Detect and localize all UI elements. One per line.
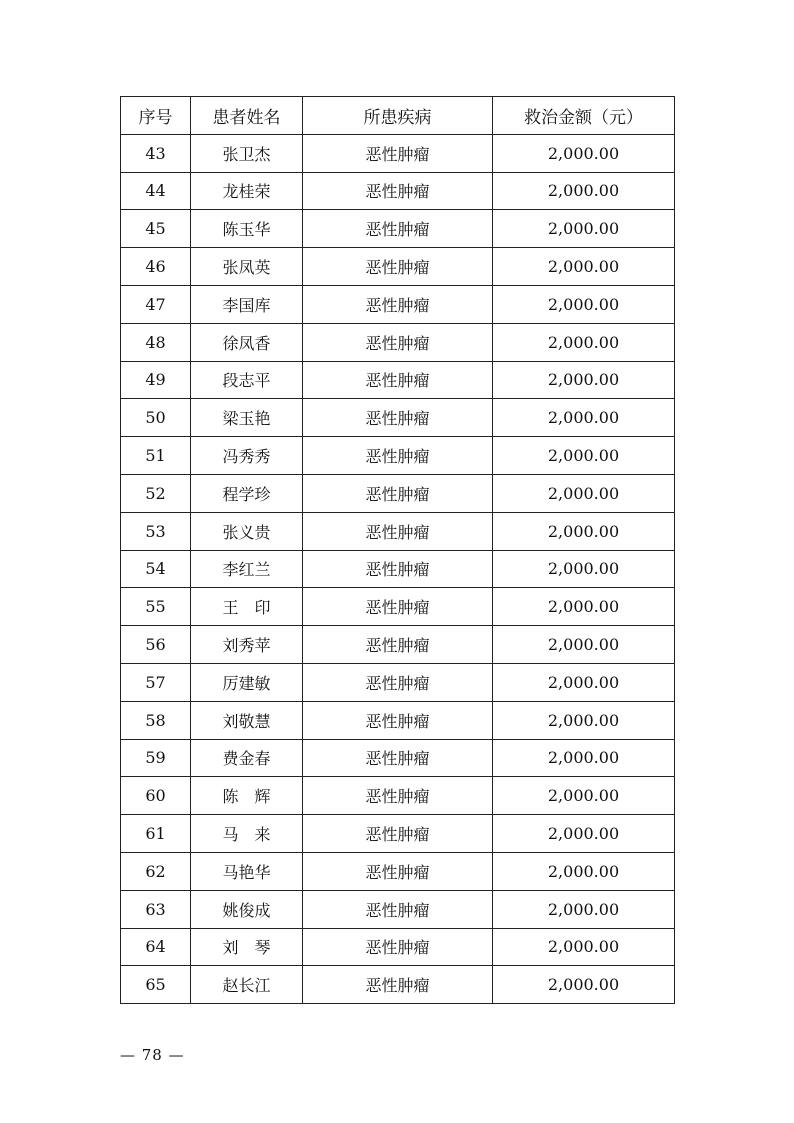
cell-serial-number: 44 bbox=[121, 172, 191, 210]
cell-patient-name: 冯秀秀 bbox=[191, 437, 303, 475]
cell-relief-amount: 2,000.00 bbox=[493, 474, 675, 512]
table-row bbox=[121, 323, 675, 361]
cell-patient-name: 陈 辉 bbox=[191, 777, 303, 815]
table-row bbox=[121, 663, 675, 701]
cell-serial-number: 63 bbox=[121, 890, 191, 928]
cell-disease: 恶性肿瘤 bbox=[303, 701, 493, 739]
cell-patient-name: 梁玉艳 bbox=[191, 399, 303, 437]
cell-patient-name: 李红兰 bbox=[191, 550, 303, 588]
table-row bbox=[121, 437, 675, 475]
cell-serial-number: 56 bbox=[121, 626, 191, 664]
cell-relief-amount: 2,000.00 bbox=[493, 739, 675, 777]
table-row bbox=[121, 890, 675, 928]
cell-patient-name: 姚俊成 bbox=[191, 890, 303, 928]
cell-relief-amount: 2,000.00 bbox=[493, 663, 675, 701]
cell-relief-amount: 2,000.00 bbox=[493, 437, 675, 475]
cell-patient-name: 厉建敏 bbox=[191, 663, 303, 701]
cell-relief-amount: 2,000.00 bbox=[493, 399, 675, 437]
table-row bbox=[121, 361, 675, 399]
cell-relief-amount: 2,000.00 bbox=[493, 777, 675, 815]
cell-serial-number: 46 bbox=[121, 248, 191, 286]
cell-serial-number: 52 bbox=[121, 474, 191, 512]
cell-serial-number: 51 bbox=[121, 437, 191, 475]
cell-serial-number: 58 bbox=[121, 701, 191, 739]
cell-disease: 恶性肿瘤 bbox=[303, 626, 493, 664]
cell-serial-number: 57 bbox=[121, 663, 191, 701]
cell-serial-number: 61 bbox=[121, 815, 191, 853]
cell-relief-amount: 2,000.00 bbox=[493, 550, 675, 588]
table-row bbox=[121, 210, 675, 248]
cell-disease: 恶性肿瘤 bbox=[303, 437, 493, 475]
cell-relief-amount: 2,000.00 bbox=[493, 852, 675, 890]
table-row bbox=[121, 285, 675, 323]
cell-serial-number: 53 bbox=[121, 512, 191, 550]
table-row bbox=[121, 701, 675, 739]
cell-disease: 恶性肿瘤 bbox=[303, 588, 493, 626]
cell-relief-amount: 2,000.00 bbox=[493, 210, 675, 248]
table-row bbox=[121, 399, 675, 437]
cell-relief-amount: 2,000.00 bbox=[493, 815, 675, 853]
cell-serial-number: 65 bbox=[121, 966, 191, 1004]
table-row bbox=[121, 474, 675, 512]
table-row bbox=[121, 248, 675, 286]
cell-relief-amount: 2,000.00 bbox=[493, 361, 675, 399]
cell-patient-name: 龙桂荣 bbox=[191, 172, 303, 210]
cell-disease: 恶性肿瘤 bbox=[303, 474, 493, 512]
cell-relief-amount: 2,000.00 bbox=[493, 248, 675, 286]
table-row bbox=[121, 588, 675, 626]
cell-disease: 恶性肿瘤 bbox=[303, 210, 493, 248]
cell-patient-name: 陈玉华 bbox=[191, 210, 303, 248]
cell-relief-amount: 2,000.00 bbox=[493, 285, 675, 323]
cell-disease: 恶性肿瘤 bbox=[303, 248, 493, 286]
cell-disease: 恶性肿瘤 bbox=[303, 285, 493, 323]
cell-disease: 恶性肿瘤 bbox=[303, 550, 493, 588]
header-disease: 所患疾病 bbox=[303, 97, 493, 135]
table-row bbox=[121, 739, 675, 777]
relief-table bbox=[120, 96, 675, 1004]
table-row bbox=[121, 815, 675, 853]
table-row bbox=[121, 550, 675, 588]
cell-disease: 恶性肿瘤 bbox=[303, 852, 493, 890]
table-header bbox=[121, 97, 675, 135]
cell-patient-name: 马艳华 bbox=[191, 852, 303, 890]
cell-disease: 恶性肿瘤 bbox=[303, 890, 493, 928]
cell-serial-number: 60 bbox=[121, 777, 191, 815]
cell-patient-name: 刘秀苹 bbox=[191, 626, 303, 664]
cell-relief-amount: 2,000.00 bbox=[493, 172, 675, 210]
cell-disease: 恶性肿瘤 bbox=[303, 399, 493, 437]
cell-serial-number: 50 bbox=[121, 399, 191, 437]
cell-patient-name: 刘 琴 bbox=[191, 928, 303, 966]
table-row bbox=[121, 626, 675, 664]
table-row bbox=[121, 172, 675, 210]
cell-patient-name: 王 印 bbox=[191, 588, 303, 626]
cell-disease: 恶性肿瘤 bbox=[303, 512, 493, 550]
header-serial-number: 序号 bbox=[121, 97, 191, 135]
cell-serial-number: 64 bbox=[121, 928, 191, 966]
table-row bbox=[121, 134, 675, 172]
cell-serial-number: 49 bbox=[121, 361, 191, 399]
cell-patient-name: 费金春 bbox=[191, 739, 303, 777]
cell-disease: 恶性肿瘤 bbox=[303, 815, 493, 853]
cell-relief-amount: 2,000.00 bbox=[493, 323, 675, 361]
table-row bbox=[121, 512, 675, 550]
cell-relief-amount: 2,000.00 bbox=[493, 134, 675, 172]
table-row bbox=[121, 852, 675, 890]
cell-patient-name: 赵长江 bbox=[191, 966, 303, 1004]
cell-relief-amount: 2,000.00 bbox=[493, 890, 675, 928]
cell-relief-amount: 2,000.00 bbox=[493, 701, 675, 739]
table-row bbox=[121, 966, 675, 1004]
cell-patient-name: 张凤英 bbox=[191, 248, 303, 286]
cell-serial-number: 54 bbox=[121, 550, 191, 588]
cell-patient-name: 程学珍 bbox=[191, 474, 303, 512]
cell-serial-number: 59 bbox=[121, 739, 191, 777]
table-body bbox=[121, 134, 675, 1003]
cell-disease: 恶性肿瘤 bbox=[303, 361, 493, 399]
cell-serial-number: 43 bbox=[121, 134, 191, 172]
cell-disease: 恶性肿瘤 bbox=[303, 777, 493, 815]
cell-patient-name: 李国库 bbox=[191, 285, 303, 323]
cell-disease: 恶性肿瘤 bbox=[303, 134, 493, 172]
cell-disease: 恶性肿瘤 bbox=[303, 739, 493, 777]
header-relief-amount: 救治金额（元） bbox=[493, 97, 675, 135]
cell-disease: 恶性肿瘤 bbox=[303, 172, 493, 210]
page-number: — 78 — bbox=[120, 1046, 185, 1064]
cell-relief-amount: 2,000.00 bbox=[493, 588, 675, 626]
cell-disease: 恶性肿瘤 bbox=[303, 928, 493, 966]
cell-relief-amount: 2,000.00 bbox=[493, 626, 675, 664]
cell-disease: 恶性肿瘤 bbox=[303, 323, 493, 361]
header-row bbox=[121, 97, 675, 135]
table-row bbox=[121, 928, 675, 966]
cell-patient-name: 张卫杰 bbox=[191, 134, 303, 172]
cell-patient-name: 段志平 bbox=[191, 361, 303, 399]
cell-relief-amount: 2,000.00 bbox=[493, 966, 675, 1004]
header-patient-name: 患者姓名 bbox=[191, 97, 303, 135]
cell-patient-name: 张义贵 bbox=[191, 512, 303, 550]
cell-serial-number: 62 bbox=[121, 852, 191, 890]
cell-serial-number: 47 bbox=[121, 285, 191, 323]
cell-disease: 恶性肿瘤 bbox=[303, 966, 493, 1004]
cell-relief-amount: 2,000.00 bbox=[493, 512, 675, 550]
cell-serial-number: 45 bbox=[121, 210, 191, 248]
cell-patient-name: 徐凤香 bbox=[191, 323, 303, 361]
cell-relief-amount: 2,000.00 bbox=[493, 928, 675, 966]
cell-disease: 恶性肿瘤 bbox=[303, 663, 493, 701]
cell-patient-name: 马 来 bbox=[191, 815, 303, 853]
cell-serial-number: 55 bbox=[121, 588, 191, 626]
cell-serial-number: 48 bbox=[121, 323, 191, 361]
cell-patient-name: 刘敬慧 bbox=[191, 701, 303, 739]
table-row bbox=[121, 777, 675, 815]
